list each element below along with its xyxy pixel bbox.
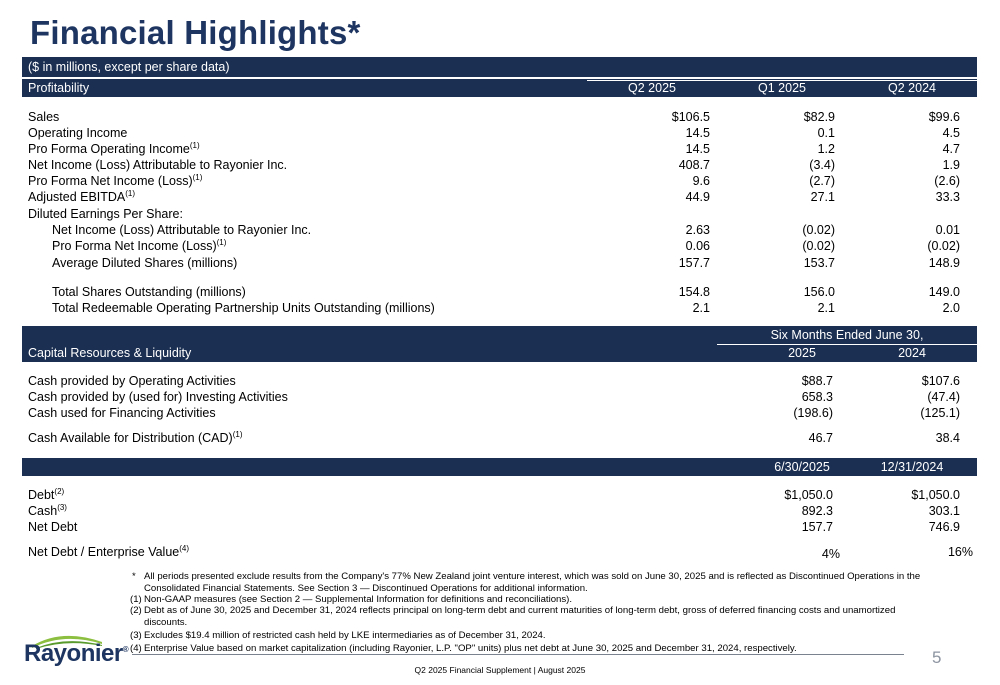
table-row (28, 173, 968, 189)
table-row (28, 389, 968, 405)
cell-value: 148.9 (928, 256, 960, 270)
cell-value: $107.6 (921, 374, 960, 388)
cell-value: 157.7 (801, 520, 833, 534)
cell-value: 38.4 (935, 431, 960, 445)
table-row (28, 487, 968, 503)
footnote-ref: (1) (216, 237, 227, 247)
row-label (28, 109, 59, 125)
cell-value: 4% (821, 547, 840, 561)
row-label-text: Cash provided by (used for) Investing Activities (28, 390, 288, 404)
row-label-text: Net Income (Loss) Attributable to Rayonier Inc. (52, 223, 312, 237)
row-label (28, 373, 236, 389)
row-label (28, 206, 183, 222)
cell-value: 1.9 (942, 158, 960, 172)
cell-value: $106.5 (671, 110, 710, 124)
footnote-item (130, 605, 930, 628)
cell-value: (198.6) (793, 406, 833, 420)
page-number: 5 (932, 648, 942, 667)
footnote-text: Debt as of June 30, 2025 and December 31, 2024 reflects principal on long-term debt and current maturities of long-term debt, gross of deferred financing costs and unamortized discounts. (144, 605, 896, 628)
cell-value: (3.4) (809, 158, 835, 172)
footnote-item (132, 571, 932, 594)
cell-value: 2.1 (692, 301, 710, 315)
cell-value: 9.6 (692, 174, 710, 188)
col-12-31-2024: 12/31/2024 (880, 460, 944, 474)
footer-divider (132, 654, 904, 655)
cell-value: 2.63 (685, 223, 710, 237)
cell-value: 1.2 (817, 142, 835, 156)
cell-value: $88.7 (801, 374, 833, 388)
row-label-text: Net Debt / Enterprise Value (28, 545, 180, 559)
units-note: ($ in millions, except per share data) (28, 60, 230, 74)
row-label-text: Operating Income (28, 126, 128, 140)
logo-text: Rayonier® (24, 640, 129, 667)
row-label (28, 389, 288, 405)
row-label (28, 173, 202, 189)
row-label-text: Pro Forma Net Income (Loss) (28, 174, 193, 188)
cell-value: 27.1 (810, 190, 835, 204)
row-label-text: Pro Forma Operating Income (28, 142, 190, 156)
row-label (52, 238, 226, 254)
table-row (28, 543, 973, 561)
cell-value: $99.6 (928, 110, 960, 124)
row-label (28, 503, 67, 519)
row-label (52, 284, 246, 300)
table-row (28, 125, 968, 141)
cell-value: 16% (947, 545, 973, 559)
cell-value: 44.9 (685, 190, 710, 204)
cell-value: 157.7 (678, 256, 710, 270)
cell-value: 14.5 (685, 142, 710, 156)
row-label-text: Net Income (Loss) Attributable to Rayonier Inc. (28, 158, 288, 172)
cell-value: 33.3 (935, 190, 960, 204)
footnote-text: All periods presented exclude results from the Company's 77% New Zealand joint venture interest, which was sold on June 30, 2025 and is reflected as Discontinued Operations in the Consolidated Financial Statements. See Section 3 — Discontinued Operations for additional information. (144, 571, 921, 594)
table-row (28, 206, 968, 222)
footnote-text: Non-GAAP measures (see Section 2 — Supplemental Information for definitions and reconciliations). (144, 594, 573, 605)
row-label (28, 157, 287, 173)
row-label (52, 222, 311, 238)
footnote-mark: (2) (130, 605, 142, 616)
capital-header (22, 326, 977, 362)
period-header: Six Months Ended June 30, (770, 328, 924, 342)
row-label-text: Cash Available for Distribution (CAD) (28, 431, 233, 445)
footnote-item (130, 643, 930, 655)
table-row (28, 300, 968, 316)
footnote-ref: (3) (57, 502, 67, 512)
header-rule (717, 344, 977, 345)
table-row (28, 373, 968, 389)
footnote-mark: (4) (130, 643, 142, 654)
footnote-mark: (1) (130, 594, 142, 605)
debt-header (22, 458, 977, 476)
row-label (28, 141, 200, 157)
footnote-ref: (1) (232, 429, 243, 439)
cell-value: 658.3 (801, 390, 833, 404)
footer-text: Q2 2025 Financial Supplement | August 2025 (414, 665, 586, 675)
row-label-text: Average Diluted Shares (millions) (52, 256, 238, 270)
table-row (28, 222, 968, 238)
row-label-text: Total Shares Outstanding (millions) (52, 285, 246, 299)
row-label-text: Adjusted EBITDA (28, 190, 126, 204)
cell-value: $82.9 (803, 110, 835, 124)
table-row (28, 503, 968, 519)
table-row (28, 238, 968, 254)
registered-mark: ® (122, 645, 129, 654)
cell-value: (47.4) (927, 390, 960, 404)
cell-value: 156.0 (803, 285, 835, 299)
table-row (28, 255, 968, 271)
row-label-text: Cash (28, 504, 58, 518)
footnote-mark: (3) (130, 630, 142, 641)
cell-value: (0.02) (802, 223, 835, 237)
footnote-text: Excludes $19.4 million of restricted cash held by LKE intermediaries as of December 31, 2024. (144, 630, 546, 641)
footnote-ref: (2) (54, 486, 65, 496)
table-row (28, 157, 968, 173)
profitability-header (22, 79, 977, 97)
row-label (28, 189, 135, 205)
cell-value: $1,050.0 (784, 488, 833, 502)
cell-value: 154.8 (678, 285, 710, 299)
col-q1-2025: Q1 2025 (758, 81, 806, 95)
cell-value: (2.7) (809, 174, 835, 188)
cell-value: 303.1 (928, 504, 960, 518)
row-label-text: Sales (28, 110, 60, 124)
cell-value: 0.1 (817, 126, 835, 140)
table-row (28, 405, 968, 421)
footnote-text: Enterprise Value based on market capitalization (including Rayonier, L.P. "OP" units) plus net debt at June 30, 2025 and December 31, 2024, respectively. (144, 643, 797, 654)
table-row (28, 519, 968, 535)
row-label (28, 519, 77, 535)
row-label (28, 430, 243, 446)
col-q2-2025: Q2 2025 (628, 81, 676, 95)
footnote-item (130, 630, 930, 642)
row-label (52, 255, 237, 271)
cell-value: $1,050.0 (911, 488, 960, 502)
cell-value: (2.6) (934, 174, 960, 188)
footnote-ref: (1) (125, 188, 136, 198)
row-label (52, 300, 435, 316)
footnote-item (130, 594, 930, 606)
cell-value: 0.06 (685, 239, 710, 253)
table-row (28, 189, 968, 205)
cell-value: 4.7 (942, 142, 960, 156)
row-label-text: Total Redeemable Operating Partnership Units Outstanding (millions) (52, 301, 435, 315)
cell-value: 2.0 (942, 301, 960, 315)
cell-value: 746.9 (928, 520, 960, 534)
cell-value: 46.7 (808, 431, 833, 445)
row-label-text: Cash used for Financing Activities (28, 406, 216, 420)
row-label-text: Pro Forma Net Income (Loss) (52, 239, 217, 253)
cell-value: 408.7 (678, 158, 710, 172)
row-label-text: Cash provided by Operating Activities (28, 374, 236, 388)
row-label-text: Net Debt (28, 520, 78, 534)
cell-value: 153.7 (803, 256, 835, 270)
col-q2-2024: Q2 2024 (888, 81, 936, 95)
profitability-label: Profitability (28, 81, 90, 95)
table-row (28, 284, 968, 300)
row-label-text: Debt (28, 488, 55, 502)
col-2024: 2024 (898, 346, 926, 360)
table-row (28, 109, 968, 125)
cell-value: (0.02) (802, 239, 835, 253)
col-6-30-2025: 6/30/2025 (774, 460, 830, 474)
footnote-ref: (4) (179, 543, 190, 553)
cell-value: 0.01 (935, 223, 960, 237)
row-label (28, 487, 64, 503)
footnote-ref: (1) (192, 172, 203, 182)
cell-value: 892.3 (801, 504, 833, 518)
row-label-text: Diluted Earnings Per Share: (28, 207, 183, 221)
capital-label: Capital Resources & Liquidity (28, 346, 192, 360)
footnote-ref: (1) (189, 140, 200, 150)
row-label (28, 125, 127, 141)
cell-value: 149.0 (928, 285, 960, 299)
table-row (28, 141, 968, 157)
table-row (28, 430, 968, 446)
cell-value: (125.1) (920, 406, 960, 420)
cell-value: 2.1 (817, 301, 835, 315)
cell-value: 14.5 (685, 126, 710, 140)
page-title: Financial Highlights* (30, 14, 361, 51)
col-2025: 2025 (788, 346, 816, 360)
footnote-mark: * (132, 571, 136, 582)
cell-value: 4.5 (942, 126, 960, 140)
row-label (28, 405, 216, 421)
units-bar (22, 57, 977, 77)
cell-value: (0.02) (927, 239, 960, 253)
row-label (28, 544, 189, 560)
